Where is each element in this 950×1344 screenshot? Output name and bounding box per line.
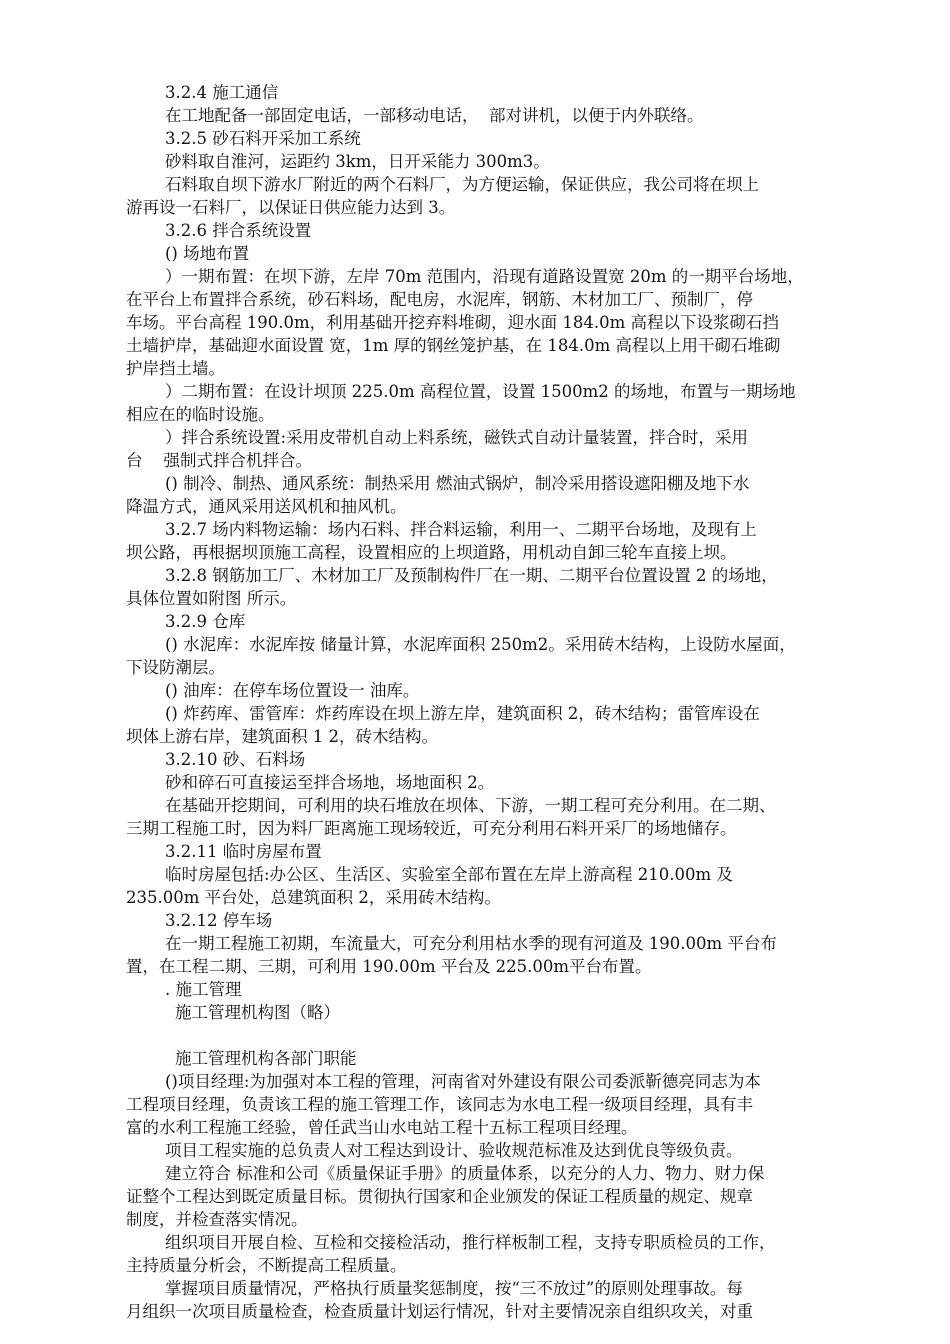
paragraph-line: 建立符合 标准和公司《质量保证手册》的质量体系，以充分的人力、物力、财力保 bbox=[165, 1164, 765, 1183]
heading-3-2-11: 3.2.11 临时房屋布置 bbox=[165, 842, 322, 861]
paragraph-line: 坝体上游右岸，建筑面积 1 2，砖木结构。 bbox=[126, 727, 438, 746]
paragraph-line: 工程项目经理，负责该工程的施工管理工作，该同志为水电工程一级项目经理，具有丰 bbox=[126, 1095, 753, 1114]
paragraph-line: 下设防潮层。 bbox=[126, 658, 225, 677]
paragraph-line: 主持质量分析会，不断提高工程质量。 bbox=[126, 1256, 407, 1275]
paragraph-line: 在基础开挖期间，可利用的块石堆放在坝体、下游，一期工程可充分利用。在二期、 bbox=[165, 796, 776, 815]
heading-3-2-12: 3.2.12 停车场 bbox=[165, 911, 273, 930]
paragraph-line: () 水泥库：水泥库按 储量计算，水泥库面积 250m2。采用砖木结构，上设防水屋面， bbox=[165, 635, 796, 654]
figure-caption-org-chart: 施工管理机构图（略） bbox=[175, 1003, 340, 1022]
paragraph-line: 三期工程施工时，因为料厂距离施工现场较近，可充分利用石料开采厂的场地储存。 bbox=[126, 819, 737, 838]
heading-3-2-9: 3.2.9 仓库 bbox=[165, 612, 246, 631]
paragraph-line: 掌握项目质量情况，严格执行质量奖惩制度，按“三不放过”的原则处理事故。每 bbox=[165, 1279, 743, 1298]
paragraph-line: 车场。平台高程 190.0m，利用基础开挖弃料堆砌，迎水面 184.0m 高程以下设浆砌石挡 bbox=[126, 313, 779, 332]
paragraph-line: 证整个工程达到既定质量目标。贯彻执行国家和企业颁发的保证工程质量的规定、规章 bbox=[126, 1187, 753, 1206]
paragraph-line: 护岸挡土墙。 bbox=[126, 359, 225, 378]
paragraph-line: 组织项目开展自检、互检和交接检活动，推行样板制工程，支持专职质检员的工作， bbox=[165, 1233, 776, 1252]
paragraph-line: () 炸药库、雷管库：炸药库设在坝上游左岸，建筑面积 2，砖木结构；雷管库设在 bbox=[165, 704, 760, 723]
paragraph-line: 在平台上布置拌合系统，砂石料场，配电房，水泥库，钢筋、木材加工厂、预制厂，停 bbox=[126, 290, 753, 309]
paragraph-line: 月组织一次项目质量检查，检查质量计划运行情况，针对主要情况亲自组织攻关，对重 bbox=[126, 1302, 753, 1321]
paragraph-line: 坝公路，再根据坝顶施工高程，设置相应的上坝道路，用机动自卸三轮车直接上坝。 bbox=[126, 543, 737, 562]
paragraph-line: 项目工程实施的总负责人对工程达到设计、验收规范标准及达到优良等级负责。 bbox=[165, 1141, 743, 1160]
heading-3-2-8: 3.2.8 钢筋加工厂、木材加工厂及预制构件厂在一期、二期平台位置设置 2 的场地， bbox=[165, 566, 778, 585]
paragraph-line: 富的水利工程施工经验，曾任武当山水电站工程十五标工程项目经理。 bbox=[126, 1118, 638, 1137]
heading-3-2-10: 3.2.10 砂、石料场 bbox=[165, 750, 306, 769]
paragraph-line: 游再设一石料厂，以保证日供应能力达到 3。 bbox=[126, 198, 456, 217]
paragraph-line: 临时房屋包括:办公区、生活区、实验室全部布置在左岸上游高程 210.00m 及 bbox=[165, 865, 733, 884]
paragraph-line: 降温方式，通风采用送风机和抽风机。 bbox=[126, 497, 407, 516]
paragraph-line: ）一期布置：在坝下游，左岸 70m 范围内，沿现有道路设置宽 20m 的一期平台场地， bbox=[165, 267, 804, 286]
paragraph-line: 相应在的临时设施。 bbox=[126, 405, 275, 424]
paragraph-line: 235.00m 平台处，总建筑面积 2，采用砖木结构。 bbox=[126, 888, 501, 907]
heading-3-2-7: 3.2.7 场内料物运输：场内石料、拌合料运输，利用一、二期平台场地，及现有上 bbox=[165, 520, 757, 539]
paragraph-line: () 制冷、制热、通风系统：制热采用 燃油式锅炉，制冷采用搭设遮阳棚及地下水 bbox=[165, 474, 750, 493]
paragraph-line: 台 强制式拌合机拌合。 bbox=[126, 451, 312, 470]
paragraph-line: 砂料取自淮河，运距约 3km，日开采能力 300m3。 bbox=[165, 152, 550, 171]
paragraph-line: 砂和碎石可直接运至拌合场地，场地面积 2。 bbox=[165, 773, 495, 792]
subheading-line: () 场地布置 bbox=[165, 244, 250, 263]
paragraph-line: 在工地配备一部固定电话，一部移动电话， 部对讲机，以便于内外联络。 bbox=[165, 106, 704, 125]
heading-3-2-6: 3.2.6 拌合系统设置 bbox=[165, 221, 312, 240]
paragraph-line: 石料取自坝下游水厂附近的两个石料厂，为方便运输，保证供应，我公司将在坝上 bbox=[165, 175, 759, 194]
paragraph-line: ()项目经理:为加强对本工程的管理，河南省对外建设有限公司委派靳德亮同志为本 bbox=[165, 1072, 761, 1091]
paragraph-line: () 油库：在停车场位置设一 油库。 bbox=[165, 681, 420, 700]
paragraph-line: 具体位置如附图 所示。 bbox=[126, 589, 297, 608]
paragraph-line: ）二期布置：在设计坝顶 225.0m 高程位置，设置 1500m2 的场地，布置与一期场地 bbox=[165, 382, 796, 401]
heading-3-2-5: 3.2.5 砂石料开采加工系统 bbox=[165, 129, 361, 148]
paragraph-line: 制度，并检查落实情况。 bbox=[126, 1210, 308, 1229]
heading-construction-management: . 施工管理 bbox=[165, 980, 242, 999]
paragraph-line: 在一期工程施工初期，车流量大，可充分利用枯水季的现有河道及 190.00m 平台布 bbox=[165, 934, 777, 953]
heading-3-2-4: 3.2.4 施工通信 bbox=[165, 83, 279, 102]
subheading-department-duties: 施工管理机构各部门职能 bbox=[175, 1049, 357, 1068]
paragraph-line: 置，在工程二期、三期，可利用 190.00m 平台及 225.00m平台布置。 bbox=[126, 957, 652, 976]
paragraph-line: 土墙护岸，基础迎水面设置 宽，1m 厚的钢丝笼护基，在 184.0m 高程以上用干砌石堆砌 bbox=[126, 336, 781, 355]
paragraph-line: ）拌合系统设置:采用皮带机自动上料系统，磁铁式自动计量装置，拌合时，采用 bbox=[165, 428, 749, 447]
